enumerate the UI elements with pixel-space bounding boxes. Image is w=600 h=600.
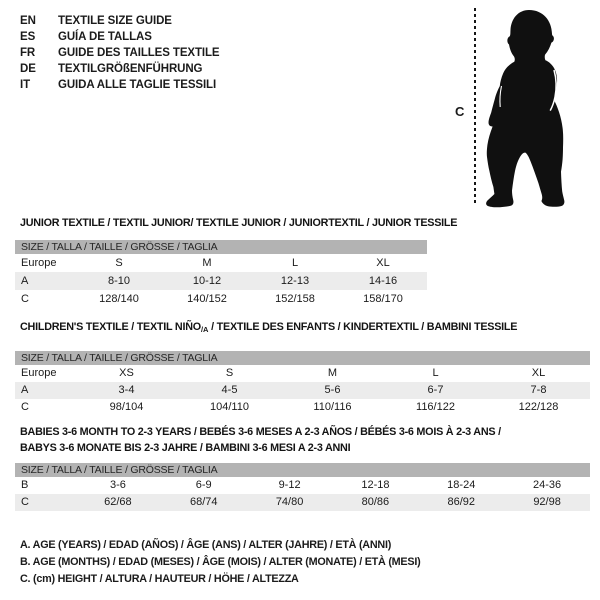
- cell: 4-5: [221, 384, 238, 396]
- language-title: GUÍA DE TALLAS: [58, 31, 152, 43]
- row-label: A: [21, 275, 29, 287]
- language-code: FR: [20, 47, 36, 59]
- language-line-es: [20, 29, 220, 45]
- cell: 8-10: [107, 275, 131, 287]
- cell: 104/110: [210, 401, 249, 413]
- language-code: ES: [20, 31, 36, 43]
- row-label: Europe: [21, 367, 57, 379]
- cell: 116/122: [416, 401, 455, 413]
- cell: 140/152: [187, 293, 227, 305]
- table-row-height: [15, 399, 590, 416]
- cell: 158/170: [363, 293, 403, 305]
- cell: XS: [119, 367, 134, 379]
- cell: 12-13: [280, 275, 310, 287]
- title-subscript: /A: [200, 325, 209, 334]
- language-line-de: [20, 61, 220, 77]
- babies-table: [15, 463, 590, 511]
- cell: 18-24: [447, 479, 476, 491]
- size-header-bar: SIZE / TALLA / TAILLE / GRÖSSE / TAGLIA: [15, 351, 590, 365]
- height-marker-label: C: [455, 104, 465, 119]
- cell: M: [327, 367, 338, 379]
- cell: 92/98: [533, 496, 561, 508]
- cell: 5-6: [324, 384, 341, 396]
- table-row-age: [15, 272, 427, 290]
- children-table-title: [20, 321, 517, 336]
- cell: XL: [376, 257, 390, 269]
- toddler-body: [486, 10, 564, 207]
- title-part: / TEXTILE DES ENFANTS / KINDERTEXTIL / BAMBINI TESSILE: [208, 321, 518, 333]
- language-code: DE: [20, 63, 36, 75]
- cell: L: [432, 367, 439, 379]
- cell: 86/92: [447, 496, 475, 508]
- cell: 68/74: [189, 496, 218, 508]
- cell: 6-7: [427, 384, 444, 396]
- size-header-bar: SIZE / TALLA / TAILLE / GRÖSSE / TAGLIA: [15, 463, 590, 477]
- cell: 24-36: [533, 479, 562, 491]
- table-row-height: [15, 290, 427, 308]
- cell: M: [202, 257, 212, 269]
- language-title: TEXTILE SIZE GUIDE: [58, 15, 172, 27]
- language-title: GUIDA ALLE TAGLIE TESSILI: [58, 79, 217, 91]
- cell: 3-4: [118, 384, 135, 396]
- cell: 74/80: [275, 496, 304, 508]
- table-row-height: [15, 494, 590, 511]
- row-label: B: [21, 479, 29, 491]
- cell: 9-12: [278, 479, 301, 491]
- language-title: TEXTILGRÖßENFÜHRUNG: [58, 63, 203, 75]
- cell: 6-9: [195, 479, 212, 491]
- babies-table-title-line1: BABIES 3-6 MONTH TO 2-3 YEARS / BEBÉS 3-6 MESES A 2-3 AÑOS / BÉBÉS 3-6 MOIS À 2-3 ANS /: [20, 426, 501, 438]
- junior-table-title: JUNIOR TEXTILE / TEXTIL JUNIOR/ TEXTILE JUNIOR / JUNIORTEXTIL / JUNIOR TESSILE: [20, 217, 458, 229]
- language-line-en: [20, 13, 220, 29]
- cell: S: [115, 257, 123, 269]
- legend-line-c: C. (cm) HEIGHT / ALTURA / HAUTEUR / HÖHE / ALTEZZA: [20, 573, 299, 585]
- legend-line-a: A. AGE (YEARS) / EDAD (AÑOS) / ÂGE (ANS) / ALTER (JAHRE) / ETÀ (ANNI): [20, 539, 392, 551]
- table-row-age: [15, 382, 590, 399]
- cell: 62/68: [104, 496, 132, 508]
- row-label: C: [21, 401, 29, 413]
- cell: 14-16: [368, 275, 398, 287]
- cell: 7-8: [530, 384, 547, 396]
- title-part: CHILDREN'S TEXTILE / TEXTIL NIÑO: [20, 321, 201, 333]
- cell: S: [225, 367, 234, 379]
- table-row-europe: [15, 254, 427, 272]
- row-label: C: [21, 496, 29, 508]
- cell: 110/116: [313, 401, 352, 413]
- table-row-europe: [15, 365, 590, 382]
- junior-table: [15, 240, 427, 308]
- size-header-bar: SIZE / TALLA / TAILLE / GRÖSSE / TAGLIA: [15, 240, 427, 254]
- cell: 3-6: [109, 479, 126, 491]
- cell: 128/140: [99, 293, 139, 305]
- babies-table-title-line2: BABYS 3-6 MONATE BIS 2-3 JAHRE / BAMBINI 3-6 MESI A 2-3 ANNI: [20, 442, 351, 454]
- row-label: Europe: [21, 257, 57, 269]
- cell: XL: [531, 367, 546, 379]
- language-code: IT: [20, 79, 31, 91]
- legend-line-b: B. AGE (MONTHS) / EDAD (MESES) / ÂGE (MOIS) / ALTER (MONATE) / ETÀ (MESI): [20, 556, 421, 568]
- language-title: GUIDE DES TAILLES TEXTILE: [58, 47, 220, 59]
- legend: [20, 537, 420, 588]
- language-header: [20, 13, 220, 93]
- language-line-fr: [20, 45, 220, 61]
- table-row-months: [15, 477, 590, 494]
- cell: 122/128: [518, 401, 559, 413]
- cell: 10-12: [192, 275, 222, 287]
- height-dashed-line: [474, 8, 476, 206]
- language-code: EN: [20, 15, 36, 27]
- cell: L: [291, 257, 299, 269]
- cell: 98/104: [109, 401, 144, 413]
- row-label: A: [21, 384, 29, 396]
- language-line-it: [20, 77, 220, 93]
- row-label: C: [21, 293, 29, 305]
- children-table: [15, 351, 590, 416]
- cell: 152/158: [275, 293, 315, 305]
- toddler-silhouette-icon: [480, 8, 568, 210]
- cell: 12-18: [361, 479, 390, 491]
- cell: 80/86: [361, 496, 390, 508]
